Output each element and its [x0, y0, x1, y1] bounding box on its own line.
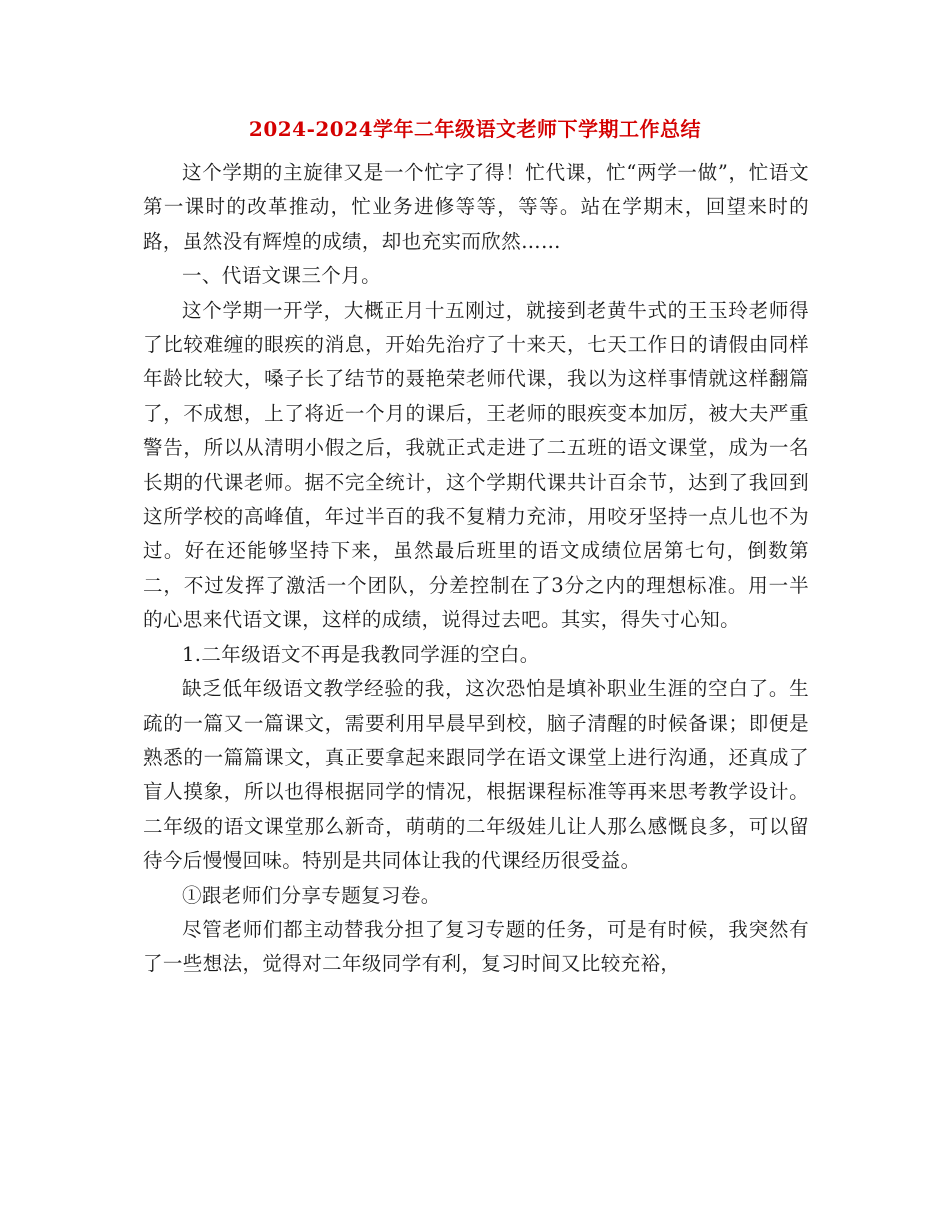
subheading-1: 1.二年级语文不再是我教同学涯的空白。: [182, 642, 540, 666]
paragraph-substitute-teaching: 这个学期一开学，大概正月十五刚过，就接到老黄牛式的王玉玲老师得了比较难缠的眼疾的消息，开始先治疗了十来天，七天工作日的请假由同样年龄比较大，嗓子长了结节的聂艳荣老师代课，我以为这样事情就这样翻篇了，不成想，上了将近一个月的课后，王老师的眼疾变本加厉，被大夫严重警告，所以从清明小假之后，我就正式走进了二五班的语文课堂，成为一名长期的代课老师。据不完全统计，这个学期代课共计百余节，达到了我回到这所学校的高峰值，年过半百的我不复精力充沛，用咬牙坚持一点儿也不为过。好在还能够坚持下来，虽然最后班里的语文成绩位居第七句，倒数第二，不过发挥了激活一个团队，分差控制在了3分之内的理想标准。用一半的心思来代语文课，这样的成绩，说得过去吧。其实，得失寸心知。: [143, 298, 809, 632]
document-body: [143, 156, 809, 982]
paragraph-intro: 这个学期的主旋律又是一个忙字了得！忙代课，忙“两学一做”，忙语文第一课时的改革推动，忙业务进修等等，等等。站在学期末，回望来时的路，虽然没有辉煌的成绩，却也充实而欣然……: [143, 161, 809, 253]
document-title: 2024-2024学年二年级语文老师下学期工作总结: [248, 117, 702, 141]
subheading-circled-1: ①跟老师们分享专题复习卷。: [182, 883, 441, 907]
section-heading-1: 一、代语文课三个月。: [182, 264, 382, 288]
paragraph-review: 尽管老师们都主动替我分担了复习专题的任务，可是有时候，我突然有了一些想法，觉得对二年级同学有利，复习时间又比较充裕，: [143, 917, 809, 976]
paragraph-experience: 缺乏低年级语文教学经验的我，这次恐怕是填补职业生涯的空白了。生疏的一篇又一篇课文，需要利用早晨早到校，脑子清醒的时候备课；即便是熟悉的一篇篇课文，真正要拿起来跟同学在语文课堂上进行沟通，还真成了盲人摸象，所以也得根据同学的情况，根据课程标准等再来思考教学设计。二年级的语文课堂那么新奇，萌萌的二年级娃儿让人那么感慨良多，可以留待今后慢慢回味。特别是共同体让我的代课经历很受益。: [143, 677, 809, 873]
